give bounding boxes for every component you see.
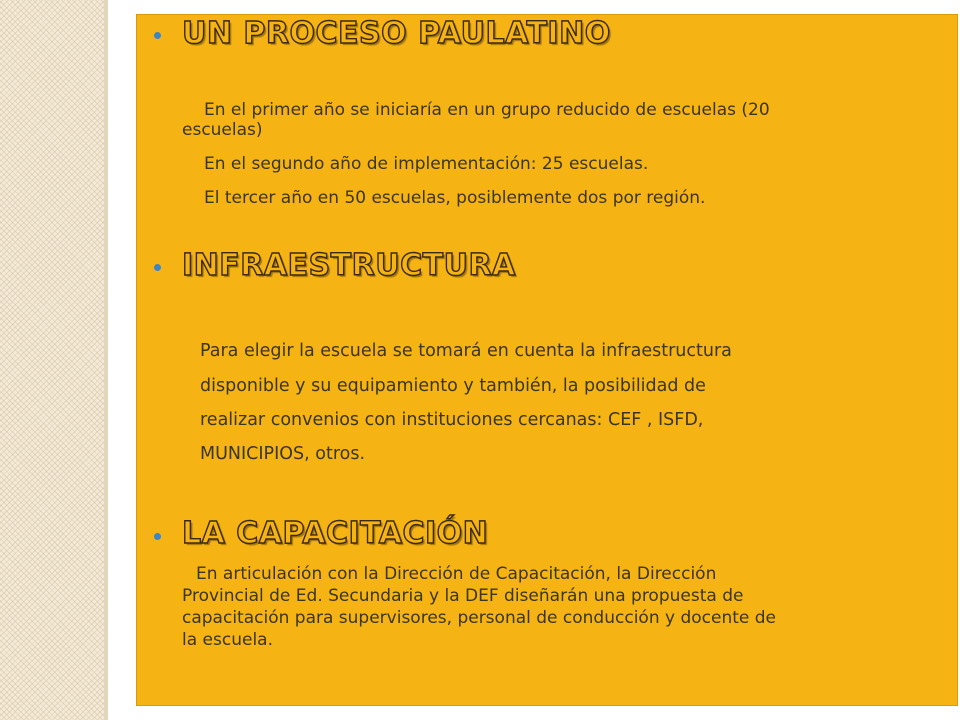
section-heading-infraestructura: INFRAESTRUCTURA (182, 248, 516, 283)
section-heading-proceso: UN PROCESO PAULATINO (182, 16, 611, 51)
paragraph-capacitacion-line-2: Provincial de Ed. Secundaria y la DEF diseñarán una propuesta de (182, 586, 744, 606)
paragraph-proceso-line-4: El tercer año en 50 escuelas, posiblemente dos por región. (204, 188, 706, 208)
paragraph-capacitacion-line-4: la escuela. (182, 630, 273, 650)
paragraph-infraestructura-line-2: disponible y su equipamiento y también, la posibilidad de (200, 376, 706, 396)
paragraph-proceso-line-2: escuelas) (182, 120, 263, 140)
paragraph-proceso-line-1: En el primer año se iniciaría en un grupo reducido de escuelas (20 (204, 100, 770, 120)
paragraph-infraestructura-line-1: Para elegir la escuela se tomará en cuenta la infraestructura (200, 341, 732, 361)
decorative-side-pattern (0, 0, 104, 720)
decorative-side-stripe (104, 0, 108, 720)
paragraph-infraestructura-line-4: MUNICIPIOS, otros. (200, 444, 366, 464)
paragraph-capacitacion (182, 563, 948, 651)
bullet-dot (154, 264, 161, 271)
section-heading-capacitacion: LA CAPACITACIÓN (182, 516, 489, 551)
paragraph-capacitacion-line-3: capacitación para supervisores, personal de conducción y docente de (182, 608, 777, 628)
bullet-dot (154, 32, 161, 39)
paragraph-infraestructura-line-3: realizar convenios con instituciones cercanas: CEF , ISFD, (200, 410, 704, 430)
paragraph-proceso-line-3: En el segundo año de implementación: 25 escuelas. (204, 154, 649, 174)
bullet-dot (154, 533, 161, 540)
paragraph-capacitacion-line-1: En articulación con la Dirección de Capacitación, la Dirección (196, 564, 717, 584)
